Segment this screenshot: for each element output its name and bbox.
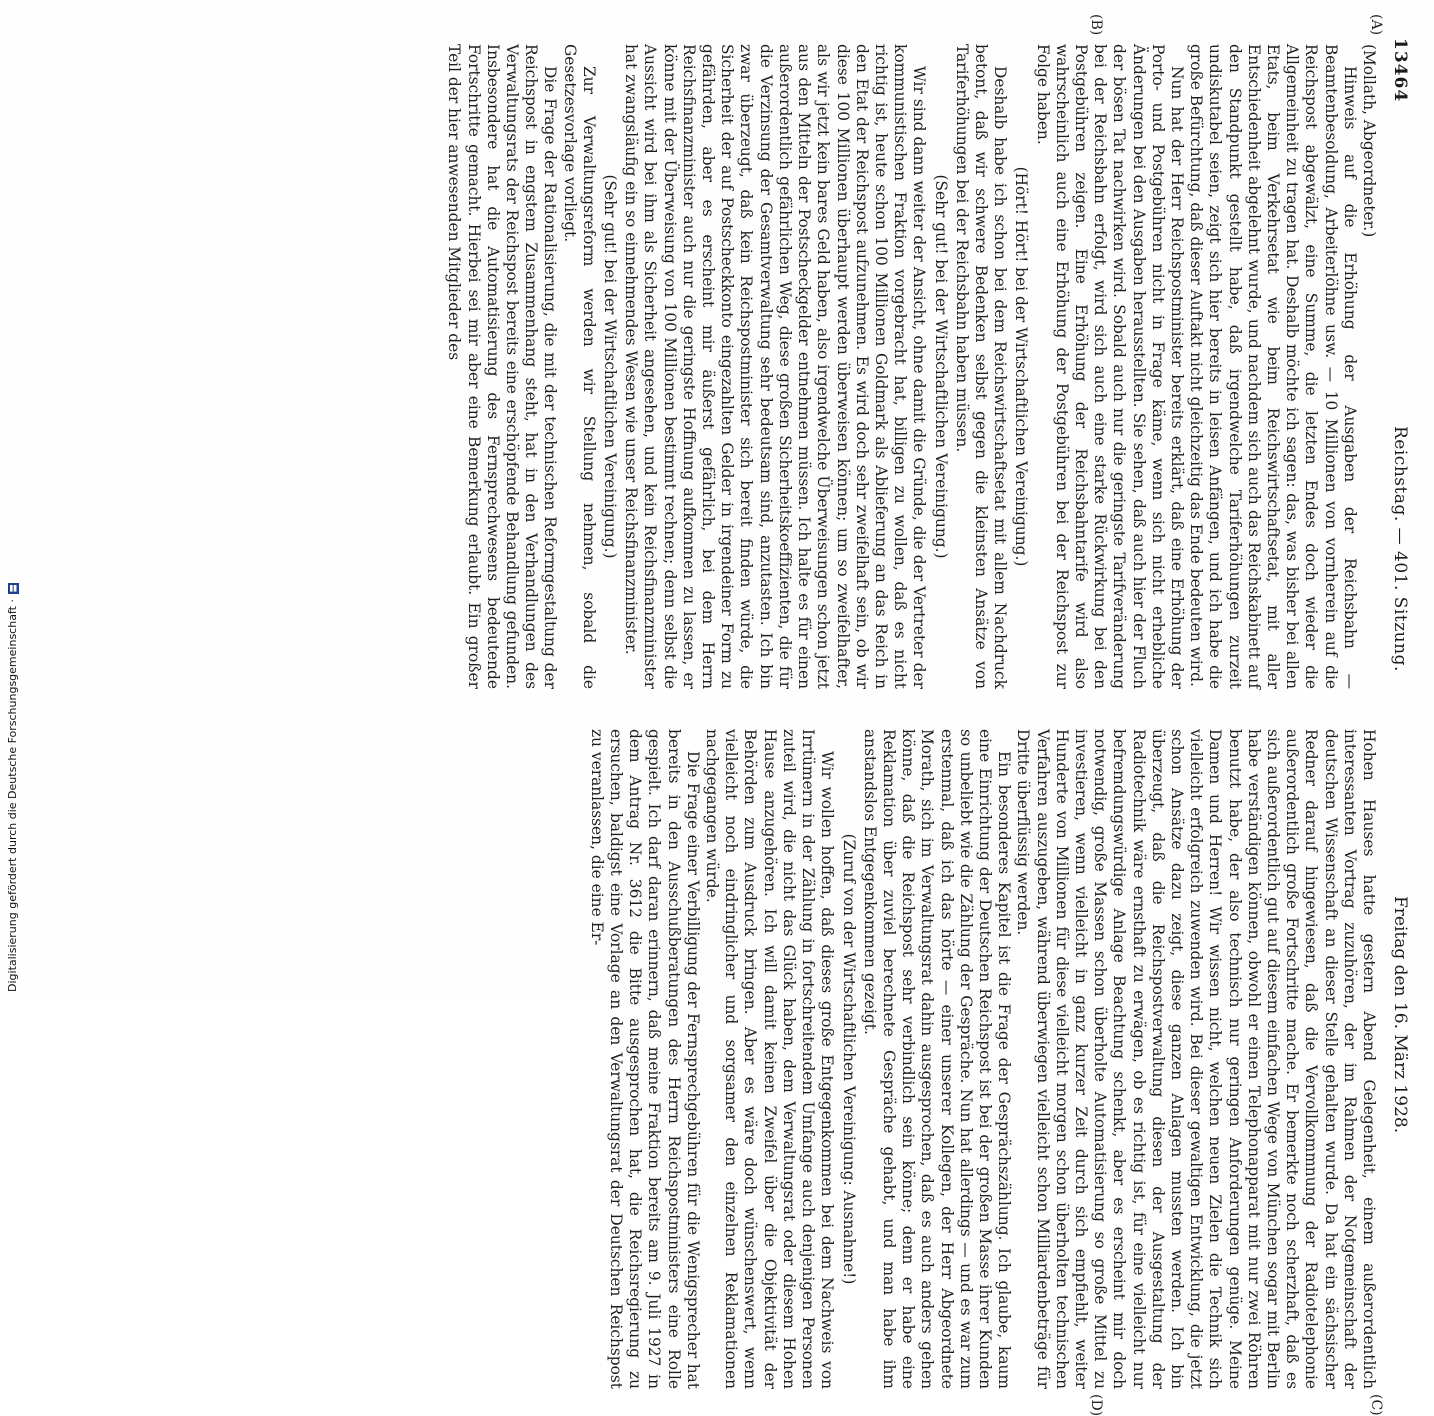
session-date: Freitag den 16. März 1928. — [1390, 896, 1410, 1134]
paragraph: Die Frage einer Verbilligung der Fernsprechgebühren für die Wenigsprecher hat bereits in den Ausschußberatungen des Herrn Reichspostministers eine Rolle gespielt. Ich darf daran erinnern, daß meine Fraktion bereits am 9. Juli 1927 in dem Antrag Nr. 3612 die Bitte ausgesprochen hat, die Reichsregierung zu ersuchen, baldigst eine Vorlage an den Verwaltungsrat der Deutschen Reichspost zu veranlassen, die eine Er- — [587, 729, 702, 1389]
margin-marker-b: (B) — [1088, 14, 1104, 36]
paragraph: Nun hat der Herr Reichspostminister bereits erklärt, daß eine Erhöhung der Porto- und Postgebühren nicht in Frage käme, wenn sich nicht erhebliche Änderungen bei den Ausgaben herausstellten. Sie sehen, daß auch hier der Fluch der bösen Tat nachwirken wird. Sobald auch nur die geringste Tarifveränderung bei der Reichsbahn erfolgt, wird sich auch eine starke Rückwirkung bei den Postgebühren zeigen. Eine Erhöhung der Reichsbahntarife wird also wahrscheinlich auch eine Erhöhung der Postgebühren bei der Reichspost zur Folge haben. — [1033, 44, 1186, 689]
paragraph: Ein besonderes Kapitel ist die Frage der Gesprächszählung. Ich glaube, kaum eine Einrichtung der Deutschen Reichspost ist bei der großen Masse ihrer Kunden so unbeliebt wie die Zählung der Gespräche. Nun hat allerdings — und es war zum erstenmal, daß ich das hörte — einer unserer Kollegen, der Herr Abgeordnete Morath, sich im Verwaltungsrat dahin ausgesprochen, daß es auch anders gehen könne, daß die Reichspost sehr verbindlich sein könne; denn er habe eine Reklamation über zuviel berechnete Gespräche gehabt, und man habe ihm anstandslos Entgegenkommen gezeigt. — [860, 729, 1014, 1389]
paragraph: Hohen Hauses hatte gestern Abend Gelegenheit, einem außerordentlich interessanten Vortrag zuzuhören, der im Rahmen der Notgemeinschaft der deutschen Wissenschaft an dieser Stelle gehalten wurde. Da hat ein sächsischer Redner darauf hingewiesen, daß die Vervollkommnung der Radiotelephonie außerordentlich große Fortschritte mache. Er bemerkte noch scherzhaft, daß es sich außerordentlich gut auf diesem einfachen Wege von München sogar mit Berlin habe verständigen können, obwohl er einen Telephonapparat mit nur zwei Röhren benutzt habe, der also technisch nur geringen Anforderungen genüge. Meine Damen und Herren! Wir wissen nicht, welchen neuen Zielen die Technik sich vielleicht erfolgreich zuwenden wird. Bei dieser gewaltigen Entwicklung, die jetzt schon Ansätze dazu zeigt, diese ganzen Anlagen mussten werden. Ich bin überzeugt, daß die Reichspostverwaltung diesen der Ausgestaltung der Radiotechnik wäre ernsthaft zu erwägen, ob es richtig ist, für eine vielleicht nur befremdungswürdige Anlage Beachtung schenkt, aber es erscheint mir doch notwendig, große Massen schon überholte Automatisierung so große Mittel zu investieren, wenn vielleicht in ganz kurzer Zeit durch sich empfiehlt, weiter Hunderte von Millionen für diese vielleicht morgen schon überholten technischen Verfahren auszugeben, während überwiegen vielleicht schon Milliardenbeträge für Dritte überflüssig werden. — [1014, 729, 1378, 1389]
interjection: (Sehr gut! bei der Wirtschaftlichen Vereinigung.) — [601, 174, 620, 559]
paragraph: Hinweis auf die Erhöhung der Ausgaben der Reichsbahn — Beamtenbesoldung, Arbeiterlöhne usw. — 10 Millionen von vornherein auf die Reichspost abgewälzt, eine Summe, die letzten Endes doch wieder die Allgemeinheit zu tragen hat. Deshalb möchte ich sagen: das, was bisher bei allen Etats, beim Verkehrsetat wie beim Reichswirtschaftsetat, mit aller Entschiedenheit abgelehnt wurde, und nachdem sich auch das Reichskabinett auf den Standpunkt gestellt habe, daß irgendwelche Tariferhöhungen zurzeit undiskutabel seien, zeigt sich hier bereits in leisen Anfängen, und ich habe die große Befürchtung, daß dieser Auftakt nicht gleichzeitig das Ende bedeuten wird. — [1187, 44, 1359, 689]
dfg-logo-icon — [8, 583, 19, 594]
left-column — [444, 44, 1378, 689]
paragraph: Wir sind dann weiter der Ansicht, ohne damit die Gründe, die der Vertreter der kommunistischen Fraktion vorgebracht hat, billigen zu wollen, daß es nicht richtig ist, heute schon 100 Millionen Goldmark als Ablieferung an das Reich in den Etat der Reichspost aufzunehmen. Es wird doch sehr zweifelhaft sein, ob wir diese 100 Millionen überhaupt werden überweisen können; um so zweifelhafter, als wir jetzt kein bares Geld haben, also irgendwelche Überweisungen schon jetzt aus den Mitteln der Postscheckgelder entnehmen müssen. Ich halte es für einen außerordentlich gefährlichen Weg, diese großen Sicherheitskoeffizienten, die für die Verzinsung der Gesamtverwaltung sehr bedeutsam sind, anzutasten. Ich bin zwar überzeugt, daß kein Reichspostminister sich bereit finden würde, die Sicherheit der auf Postscheckkonto eingezahlten Gelder in irgendeiner Form zu gefährden, aber es erscheint mir äußerst gefährlich, bei dem Herrn Reichsfinanzminister auch nur die geringste Hoffnung aufkommen zu lassen, er könne mit der Überweisung von 100 Millionen bestimmt rechnen; denn selbst die Aussicht wird bei ihm als Sicherheit angesehen, und kein Reichsfinanzminister hat zwangsläufig ein so einnehmendes Wesen wie unser Reichsfinanzminister. — [622, 44, 929, 689]
paragraph: Wir wollen hoffen, daß dieses große Entgegenkommen bei dem Nachweis von Irrtümern in der Zählung in fortschreitendem Umfange auch denjenigen Personen zuteil wird, die nicht das Glück haben, dem Verwaltungsrat oder diesem Hohen Hause anzugehören. Ich will damit keinen Zweifel über die Objektivität der Behörden zum Ausdruck bringen. Aber es wäre doch wünschenswert, wenn vielleicht noch eindringlicher und sorgsamer den einzelnen Reklamationen nachgegangen würde. — [703, 729, 837, 1389]
footer-credit: Digitalisierung gefördert durch die Deutsche Forschungsgemeinschaft · — [6, 583, 19, 992]
digitization-footer — [4, 0, 24, 1000]
session-title: Reichstag. — 401. Sitzung. — [1390, 426, 1410, 672]
paragraph: Die Frage der Rationalisierung, die mit der technischen Reformgestaltung der Reichspost in engstem Zusammenhang steht, hat in den Verhandlungen des Verwaltungsrats der Reichspost bereits eine erschöpfende Behandlung gefunden. Insbesondere hat die Automatisierung des Fernsprechwesens bedeutende Fortschritte gemacht. Hierbei sei mir aber eine Bemerkung erlaubt. Ein großer Teil der hier anwesenden Mitglieder des — [445, 44, 560, 689]
paragraph: Deshalb habe ich schon bei dem Reichswirtschaftsetat mit allem Nachdruck betont, daß wir schwere Bedenken selbst gegen die kleinsten Ansätze von Tariferhöhungen bei der Reichsbahn haben müssen. — [952, 44, 1010, 689]
margin-marker-a: (A) — [1368, 14, 1384, 36]
interjection: (Sehr gut! bei der Wirtschaftlichen Vereinigung.) — [931, 174, 950, 559]
footer-credit-text: Digitalisierung gefördert durch die Deutsche Forschungsgemeinschaft — [6, 606, 19, 992]
margin-marker-d: (D) — [1088, 1394, 1104, 1416]
right-column — [587, 729, 1378, 1389]
speaker-name: (Mollath, Abgeordneter.) — [1360, 44, 1378, 238]
paragraph: Zur Verwaltungsreform werden wir Stellung nehmen, sobald die Gesetzesvorlage vorliegt. — [560, 44, 598, 689]
page-number: 13464 — [1390, 38, 1410, 103]
interjection: (Zuruf von der Wirtschaftlichen Vereinigung: Ausnahme!) — [839, 833, 858, 1285]
interjection: (Hört! Hört! bei der Wirtschaftlichen Vereinigung.) — [1012, 166, 1031, 567]
margin-marker-c: (C) — [1368, 1394, 1384, 1416]
